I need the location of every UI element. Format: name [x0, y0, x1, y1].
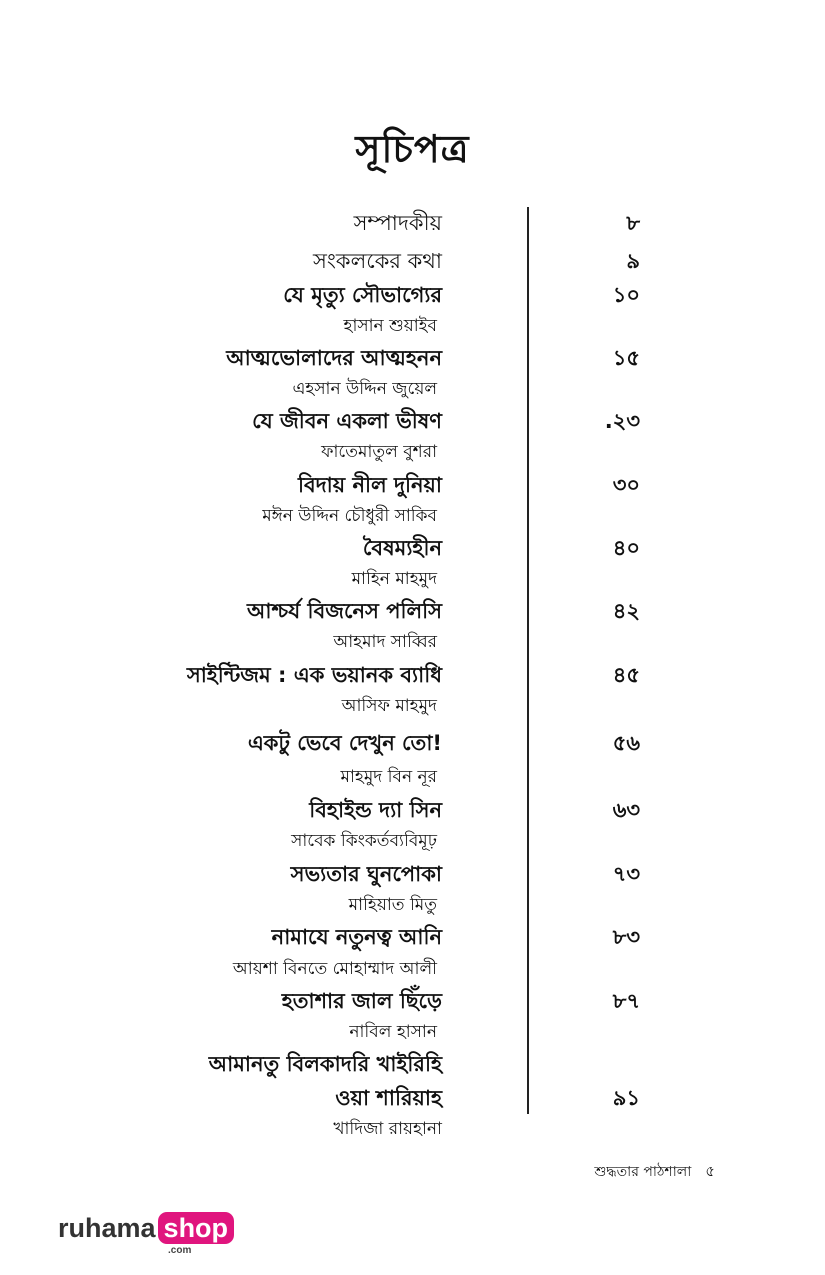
- logo-domain: .com: [168, 1245, 192, 1256]
- toc-entry-title: সম্পাদকীয়: [353, 211, 442, 235]
- toc-page-number: ৪০: [612, 536, 640, 560]
- page-footer: [594, 1160, 715, 1185]
- toc-entry-title: সাইন্টিজম : এক ভয়ানক ব্যাধি: [186, 663, 442, 687]
- toc-page-number: ৯১: [612, 1086, 640, 1110]
- toc-page-number: ৯: [626, 249, 640, 273]
- toc-entry-author: মাহিয়াত মিতু: [348, 895, 437, 915]
- toc-entry-author: সাবেক কিংকর্তব্যবিমূঢ়: [291, 831, 437, 851]
- page-title: সূচিপত্র: [355, 127, 470, 171]
- logo-text-right: shop: [158, 1212, 235, 1244]
- toc-page-number: .২৩: [604, 409, 640, 433]
- toc-page-number: ৮৭: [612, 989, 640, 1013]
- toc-entry-author: আয়শা বিনতে মোহাম্মাদ আলী: [232, 959, 437, 979]
- toc-entry-title: সংকলকের কথা: [313, 249, 442, 273]
- toc-entry-title: হতাশার জাল ছিঁড়ে: [281, 989, 442, 1013]
- toc-entry-author: এহসান উদ্দিন জুয়েল: [292, 379, 437, 399]
- toc-entry-author: মঈন উদ্দিন চৌধুরী সাকিব: [262, 506, 437, 526]
- toc-entry-title: আত্মভোলাদের আত্মহনন: [226, 346, 442, 370]
- footer-page-number: ৫: [705, 1162, 715, 1180]
- toc-page-number: ৮৩: [612, 925, 640, 949]
- toc-page-number: ৪৫: [612, 663, 640, 687]
- footer-book-title: শুদ্ধতার পাঠশালা: [594, 1164, 692, 1180]
- toc-entry-author: মাহমুদ বিন নূর: [340, 767, 437, 787]
- toc-entry-title-continued: ওয়া শারিয়াহ: [335, 1086, 442, 1110]
- toc-page-number: ১০: [612, 283, 640, 307]
- toc-entry-title: আমানতু বিলকাদরি খাইরিহি: [208, 1052, 442, 1076]
- toc-page-number: ৬৩: [612, 798, 640, 822]
- toc-entry-author: নাবিল হাসান: [349, 1022, 437, 1042]
- ruhamashop-logo: [58, 1212, 234, 1256]
- toc-page-number: ৪২: [612, 599, 640, 623]
- toc-entry-title: সভ্যতার ঘুনপোকা: [290, 862, 442, 886]
- toc-entry-author: ফাতেমাতুল বুশরা: [321, 442, 437, 462]
- toc-page-number: ৫৬: [612, 731, 640, 755]
- toc-page-number: ১৫: [612, 346, 640, 370]
- toc-entry-author: খাদিজা রায়হানা: [333, 1119, 442, 1139]
- toc-page-number: ৮: [626, 211, 640, 235]
- toc-page-number: ৩০: [612, 473, 640, 497]
- logo-text-left: ruhama: [58, 1213, 156, 1243]
- toc-entry-title: বৈষম্যহীন: [362, 536, 442, 560]
- toc-entry-title: নামাযে নতুনত্ব আনি: [271, 925, 442, 949]
- toc-entry-title: বিদায় নীল দুনিয়া: [297, 473, 442, 497]
- toc-entry-title: বিহাইন্ড দ্যা সিন: [309, 798, 442, 822]
- toc-entry-title: যে জীবন একলা ভীষণ: [252, 409, 442, 433]
- toc-entry-title: আশ্চর্য বিজনেস পলিসি: [247, 599, 442, 623]
- column-divider: [527, 207, 529, 1114]
- toc-entry-title: একটু ভেবে দেখুন তো!: [247, 731, 442, 755]
- toc-entry-title: যে মৃত্যু সৌভাগ্যের: [283, 283, 442, 307]
- toc-entry-author: মাহিন মাহমুদ: [351, 569, 437, 589]
- toc-page-number: ৭৩: [612, 862, 640, 886]
- toc-entry-author: আহমাদ সাব্বির: [333, 632, 437, 652]
- toc-entry-author: হাসান শুয়াইব: [343, 316, 437, 336]
- toc-entry-author: আসিফ মাহমুদ: [341, 696, 437, 716]
